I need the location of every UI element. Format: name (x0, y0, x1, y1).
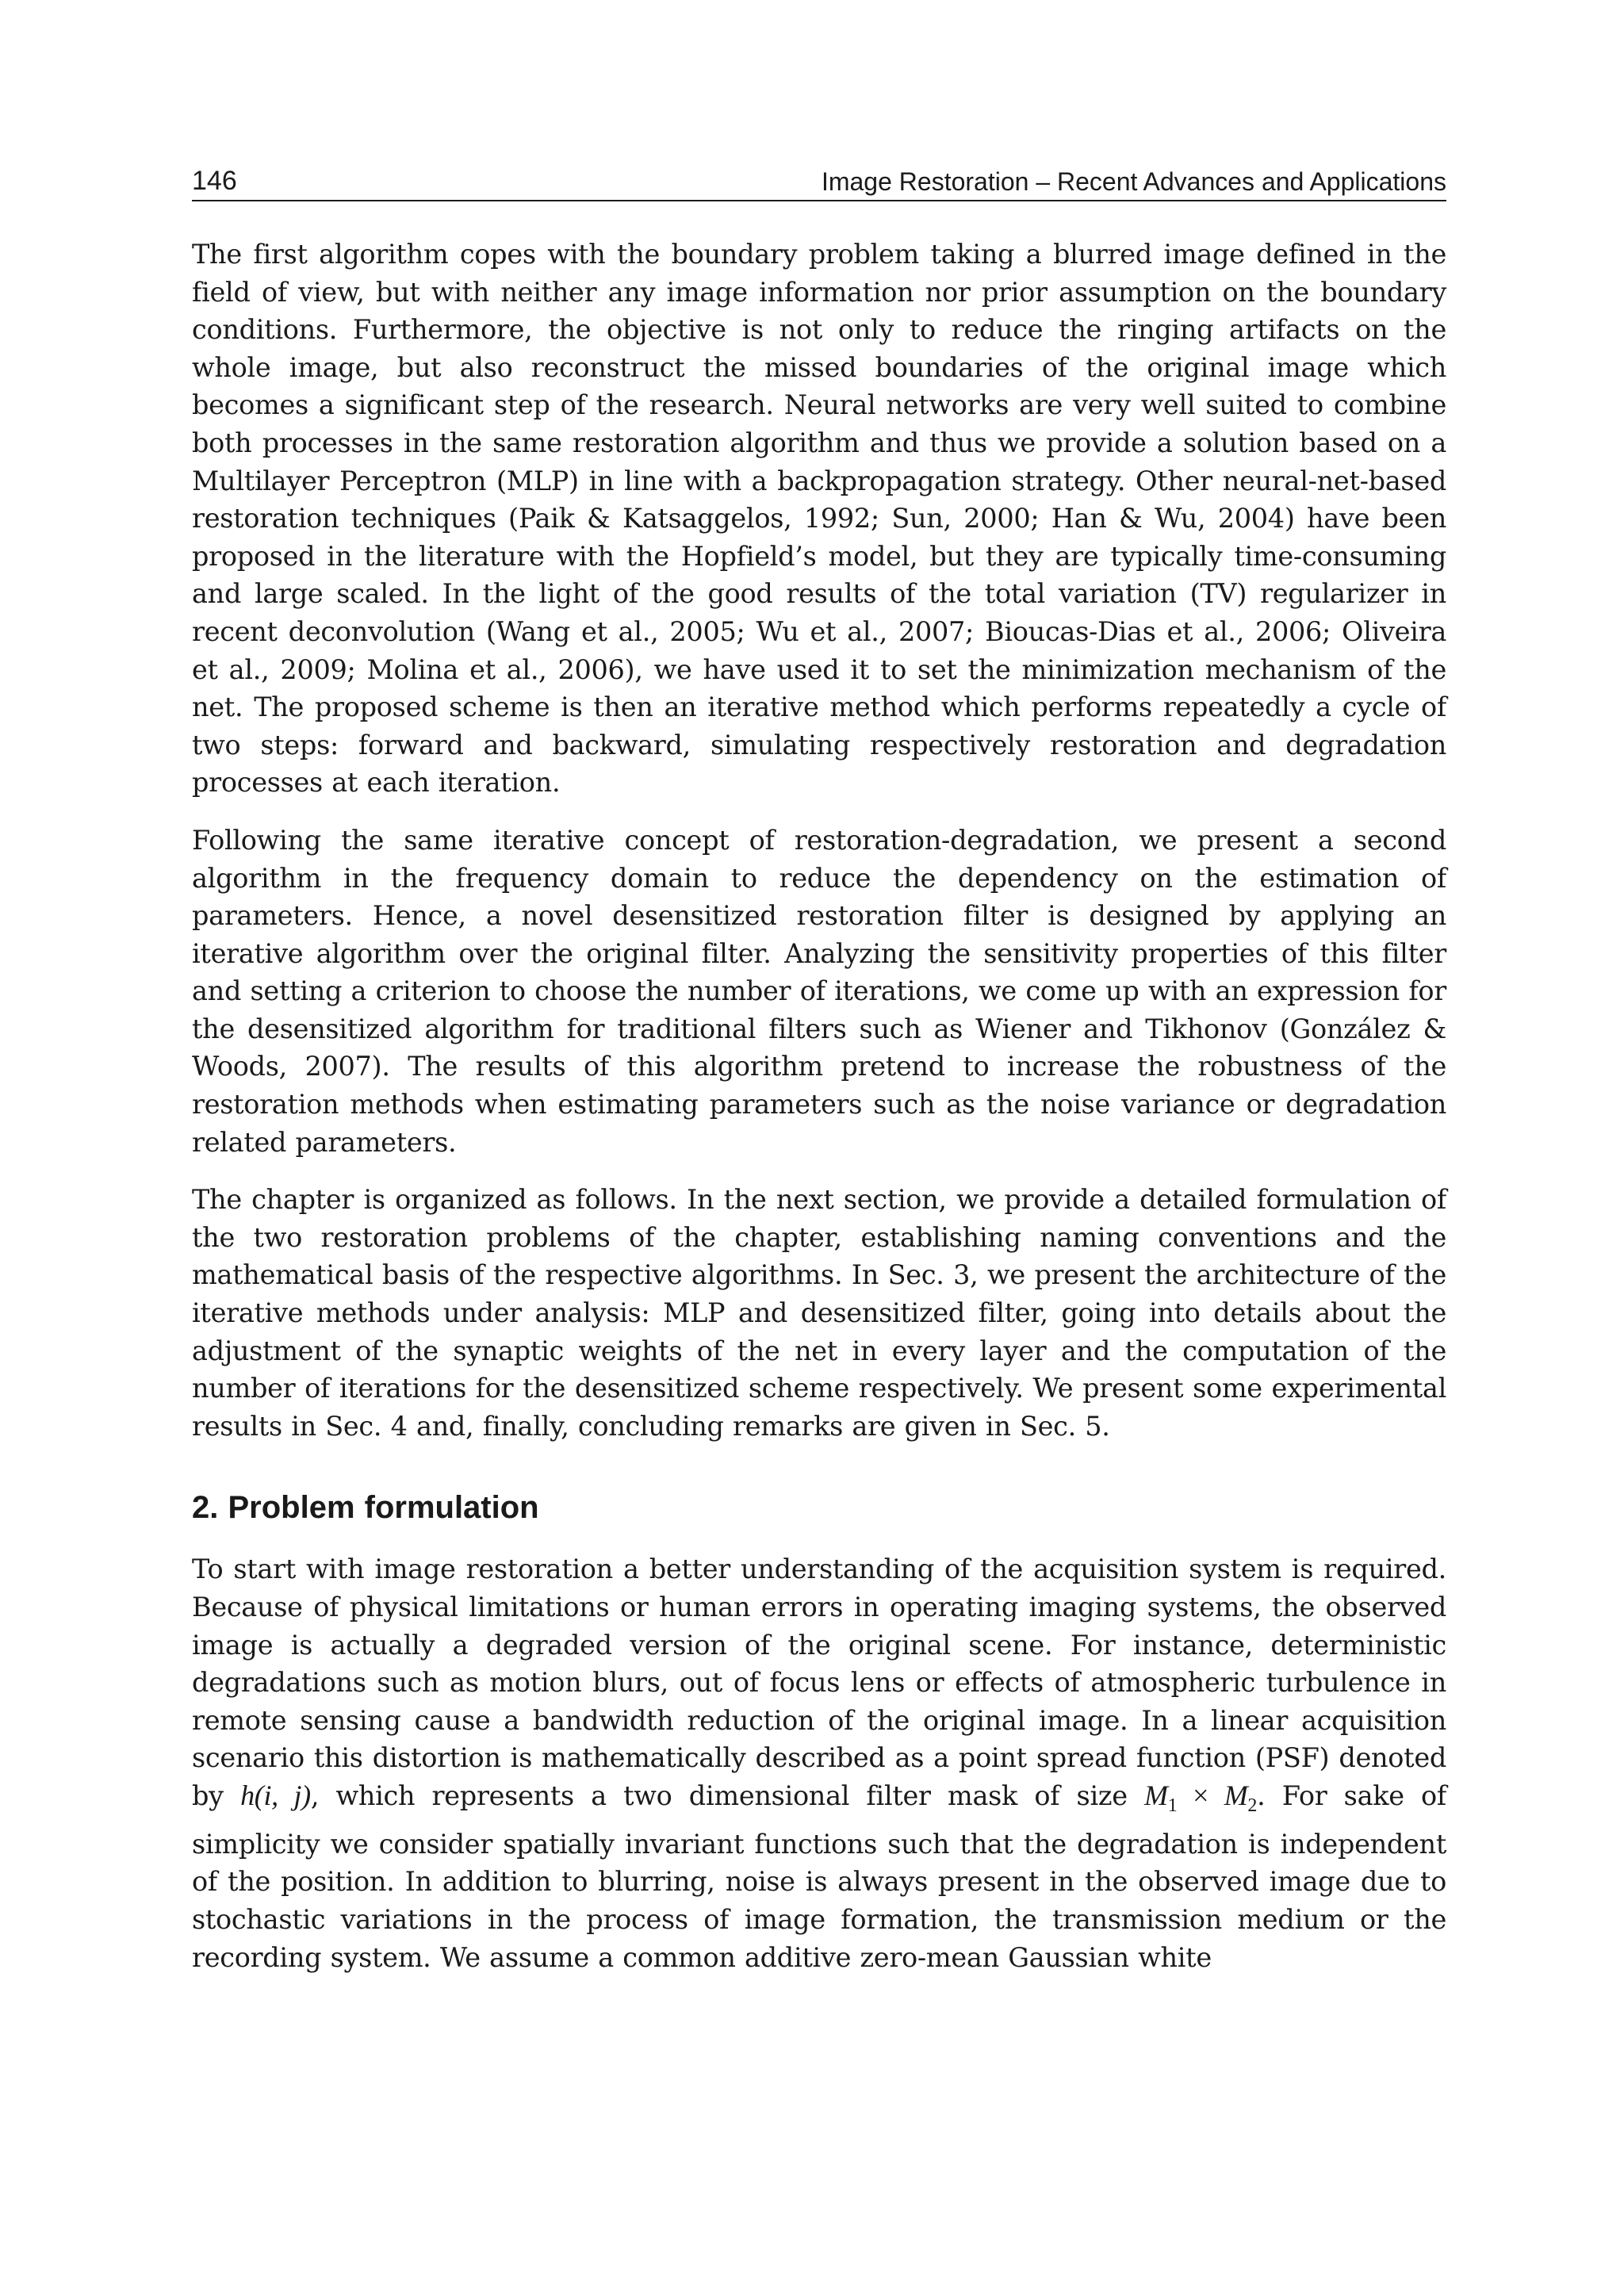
paragraph-3: The chapter is organized as follows. In the next section, we provide a detailed formulation of the two restoration problems of the chapter, establishing naming conventions and the mathematical basis of the respective algorithms. In Sec. 3, we present the architecture of the iterative methods under analysis: MLP and desensitized filter, going into details about the adjustment of the synaptic weights of the net in every layer and the computation of the number of iterations for the desensitized scheme respectively. We present some experimental results in Sec. 4 and, finally, concluding remarks are given in Sec. 5. (192, 1184, 1446, 1442)
body-text (192, 236, 1446, 1996)
running-title: Image Restoration – Recent Advances and Applications (821, 167, 1446, 196)
paragraph-4-text-2: , which represents a two dimensional filter mask of size (310, 1780, 1128, 1811)
mask-size-sub-2: 2 (1247, 1795, 1258, 1817)
paragraph-2: Following the same iterative concept of restoration-degradation, we present a second algorithm in the frequency domain to reduce the dependency on the estimation of parameters. Hence, a novel desensitized restoration filter is designed by applying an iterative algorithm over the original filter. Analyzing the sensitivity properties of this filter and setting a criterion to choose the number of iterations, we come up with an expression for the desensitized algorithm for traditional filters such as Wiener and Tikhonov (González & Woods, 2007). The results of this algorithm pretend to increase the robustness of the restoration methods when estimating parameters such as the noise variance or degradation related parameters. (192, 824, 1446, 1158)
page-header (192, 162, 1446, 201)
paragraph-4-text-1: To start with image restoration a better understanding of the acquisition system is required. Because of physical limitations or human errors in operating imaging systems, the observed image is actually a degraded version of the original scene. For instance, deterministic degradations such as motion blurs, out of focus lens or effects of atmospheric turbulence in remote sensing cause a bandwidth reduction of the original image. In a linear acquisition scenario this distortion is mathematically described as a point spread function (PSF) denoted by (192, 1554, 1446, 1811)
psf-formula: h(i, j) (240, 1779, 311, 1811)
paragraph-4-text-3: . For sake of simplicity we consider spatially invariant functions such that the degradation is independent of the position. In addition to blurring, noise is always present in the observed image due to stochastic variations in the process of image formation, the transmission medium or the recording system. We assume a common additive zero-mean Gaussian white (192, 1780, 1447, 1973)
mask-size-sub-1: 1 (1167, 1795, 1178, 1817)
times-operator: × (1193, 1779, 1209, 1811)
paragraph-4 (192, 1550, 1446, 1976)
mask-size-m1: M (1144, 1779, 1168, 1811)
mask-size-m2: M (1224, 1779, 1248, 1811)
section-heading: 2. Problem formulation (192, 1490, 539, 1526)
paragraph-1: The first algorithm copes with the boundary problem taking a blurred image defined in the field of view, but with neither any image information nor prior assumption on the boundary conditions. Furthermore, the objective is not only to reduce the ringing artifacts on the whole image, but also reconstruct the missed boundaries of the original image which becomes a significant step of the research. Neural networks are very well suited to combine both processes in the same restoration algorithm and thus we provide a solution based on a Multilayer Perceptron (MLP) in line with a backpropagation strategy. Other neural-net-based restoration techniques (Paik & Katsaggelos, 1992; Sun, 2000; Han & Wu, 2004) have been proposed in the literature with the Hopfield’s model, but they are typically time-consuming and large scaled. In the light of the good results of the total variation (TV) regularizer in recent deconvolution (Wang et al., 2005; Wu et al., 2007; Bioucas-Dias et al., 2006; Oliveira et al., 2009; Molina et al., 2006), we have used it to set the minimization mechanism of the net. The proposed scheme is then an iterative method which performs repeatedly a cycle of two steps: forward and backward, simulating respectively restoration and degradation processes at each iteration. (192, 239, 1446, 799)
mask-size-formula (1144, 1779, 1258, 1817)
page-number: 146 (192, 166, 237, 196)
